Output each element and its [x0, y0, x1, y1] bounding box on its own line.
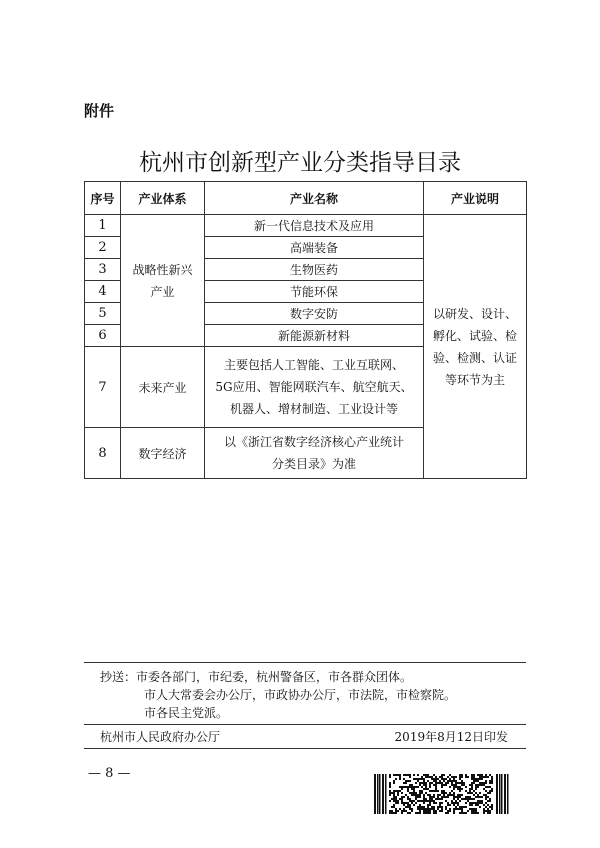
row-industry-name: 高端装备 — [205, 237, 424, 259]
name-line: 分类目录》为准 — [271, 457, 356, 471]
row-seq: 3 — [85, 259, 121, 281]
system-digital: 数字经济 — [121, 428, 205, 479]
table-row — [85, 215, 527, 237]
name-line: 机器人、增材制造、工业设计等 — [229, 402, 398, 416]
description-line: 孵化、试验、检 — [432, 328, 517, 343]
barcode-icon — [374, 774, 510, 814]
row-industry-name: 生物医药 — [205, 259, 424, 281]
row-seq: 1 — [85, 215, 121, 237]
system-line: 产业 — [150, 284, 175, 299]
document-title: 杭州市创新型产业分类指导目录 — [139, 150, 461, 176]
row-seq: 6 — [85, 325, 121, 347]
row-seq: 8 — [85, 428, 121, 479]
cc-label: 抄送： — [100, 670, 137, 684]
footer-divider-top — [84, 662, 526, 663]
footer-divider-bottom — [84, 748, 526, 749]
header-seq: 序号 — [85, 182, 121, 215]
description-line: 等环节为主 — [444, 372, 505, 387]
row-seq: 4 — [85, 281, 121, 303]
header-system: 产业体系 — [121, 182, 205, 215]
attachment-label: 附件 — [84, 102, 115, 120]
row-industry-name: 新一代信息技术及应用 — [205, 215, 424, 237]
issuer: 杭州市人民政府办公厅 — [100, 730, 221, 744]
cc-line: 市各民主党派。 — [144, 706, 229, 720]
industry-description — [424, 215, 527, 479]
header-description: 产业说明 — [424, 182, 527, 215]
table-header-row — [85, 182, 527, 215]
row-industry-name: 数字安防 — [205, 303, 424, 325]
cc-line: 市人大常委会办公厅，市政协办公厅，市法院，市检察院。 — [144, 688, 457, 702]
row-seq: 5 — [85, 303, 121, 325]
header-name: 产业名称 — [205, 182, 424, 215]
system-strategic-emerging — [121, 215, 205, 347]
industry-catalog-table — [84, 181, 527, 479]
system-line: 战略性新兴 — [132, 262, 193, 277]
row-industry-name — [205, 428, 424, 479]
cc-block — [100, 668, 456, 722]
row-seq: 2 — [85, 237, 121, 259]
cc-line: 市委各部门，市纪委，杭州警备区，市各群众团体。 — [136, 670, 413, 684]
description-line: 验、检测、认证 — [432, 350, 517, 365]
description-line: 以研发、设计、 — [432, 306, 517, 321]
row-industry-name: 新能源新材料 — [205, 325, 424, 347]
row-seq: 7 — [85, 347, 121, 428]
name-line: 5G应用、智能网联汽车、航空航天、 — [215, 380, 413, 394]
page-number: — 8 — — [88, 766, 131, 781]
footer-divider-middle — [84, 724, 526, 725]
cc-row — [100, 668, 456, 686]
row-industry-name — [205, 347, 424, 428]
name-line: 以《浙江省数字经济核心产业统计 — [223, 435, 404, 449]
name-line: 主要包括人工智能、工业互联网、 — [223, 358, 404, 372]
row-industry-name: 节能环保 — [205, 281, 424, 303]
print-date: 2019年8月12日印发 — [394, 730, 508, 744]
system-future: 未来产业 — [121, 347, 205, 428]
